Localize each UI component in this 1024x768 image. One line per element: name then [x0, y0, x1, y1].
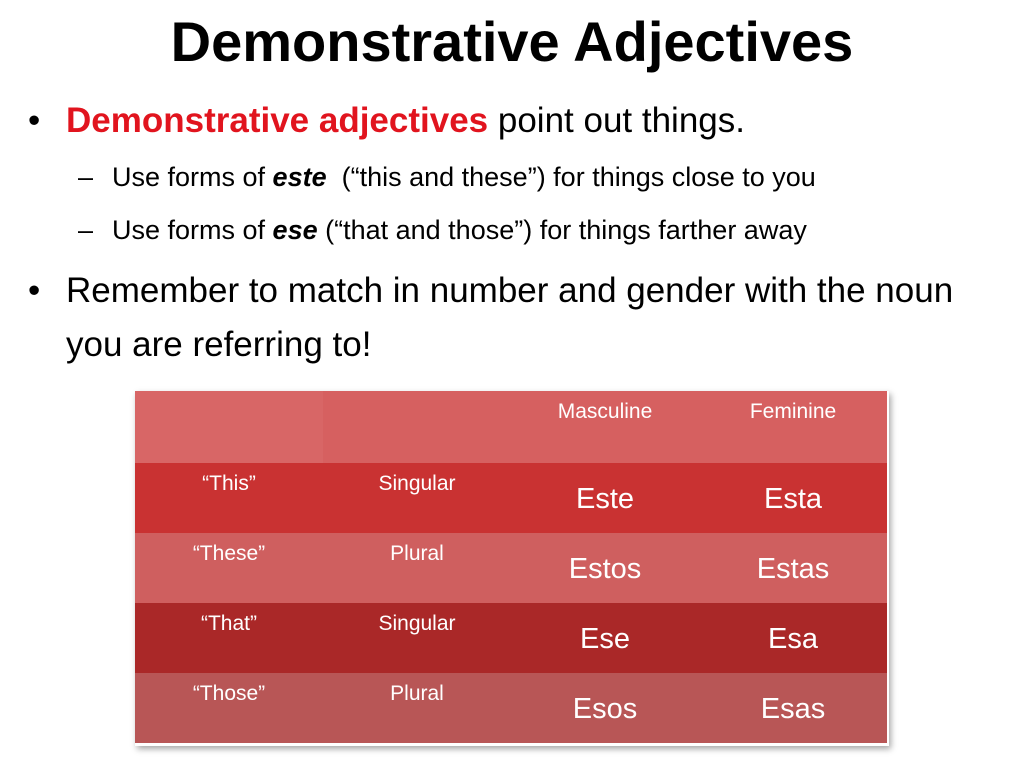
table-header-feminine: Feminine — [699, 391, 887, 463]
sub-bullet-2-keyword: ese — [272, 215, 318, 245]
table-cell-masculine: Ese — [511, 603, 699, 673]
table-row — [135, 463, 887, 533]
table-cell-meaning: “That” — [135, 603, 323, 673]
table-header-masculine: Masculine — [511, 391, 699, 463]
table-cell-masculine: Esos — [511, 673, 699, 743]
slide-title: Demonstrative Adjectives — [170, 10, 854, 73]
table-row — [135, 673, 887, 743]
table-row — [135, 533, 887, 603]
table-cell-number: Singular — [323, 603, 511, 673]
table-cell-feminine: Esa — [699, 603, 887, 673]
bullet-1-highlight: Demonstrative adjectives — [66, 101, 489, 140]
sub-bullet-2-after: (“that and those”) for things farther away — [317, 215, 807, 245]
table-cell-feminine: Estas — [699, 533, 887, 603]
table-cell-meaning: “Those” — [135, 673, 323, 743]
sub-bullet-1-before: Use forms of — [112, 162, 273, 192]
bullet-1-text — [66, 94, 745, 148]
sub-bullet-2-before: Use forms of — [112, 215, 273, 245]
table-row — [135, 603, 887, 673]
bullet-2-text: Remember to match in number and gender with the noun you are referring to! — [66, 271, 954, 364]
sub-bullet-1-after: (“this and these”) for things close to you — [326, 162, 816, 192]
sub-bullet-1-text — [112, 157, 816, 197]
demonstratives-table — [135, 391, 889, 746]
sub-bullet-2-text — [112, 210, 807, 250]
table-cell-feminine: Esas — [699, 673, 887, 743]
table-cell-feminine: Esta — [699, 463, 887, 533]
table-cell-number: Plural — [323, 533, 511, 603]
table-cell-number: Plural — [323, 673, 511, 743]
sub-bullet-1-keyword: este — [272, 162, 327, 192]
sub-bullet-dash: – — [78, 162, 94, 192]
table-cell-masculine: Estos — [511, 533, 699, 603]
table-cell-meaning: “These” — [135, 533, 323, 603]
table-header-cell — [323, 391, 511, 463]
bullet-dot: • — [28, 271, 41, 310]
table-header-cell — [135, 391, 323, 463]
sub-bullet-dash: – — [78, 215, 94, 245]
bullet-dot: • — [28, 101, 41, 140]
table-cell-masculine: Este — [511, 463, 699, 533]
bullet-1-rest: point out things. — [488, 101, 745, 140]
table-header-row — [135, 391, 887, 463]
table-grid — [135, 391, 887, 743]
table-cell-number: Singular — [323, 463, 511, 533]
table-cell-meaning: “This” — [135, 463, 323, 533]
